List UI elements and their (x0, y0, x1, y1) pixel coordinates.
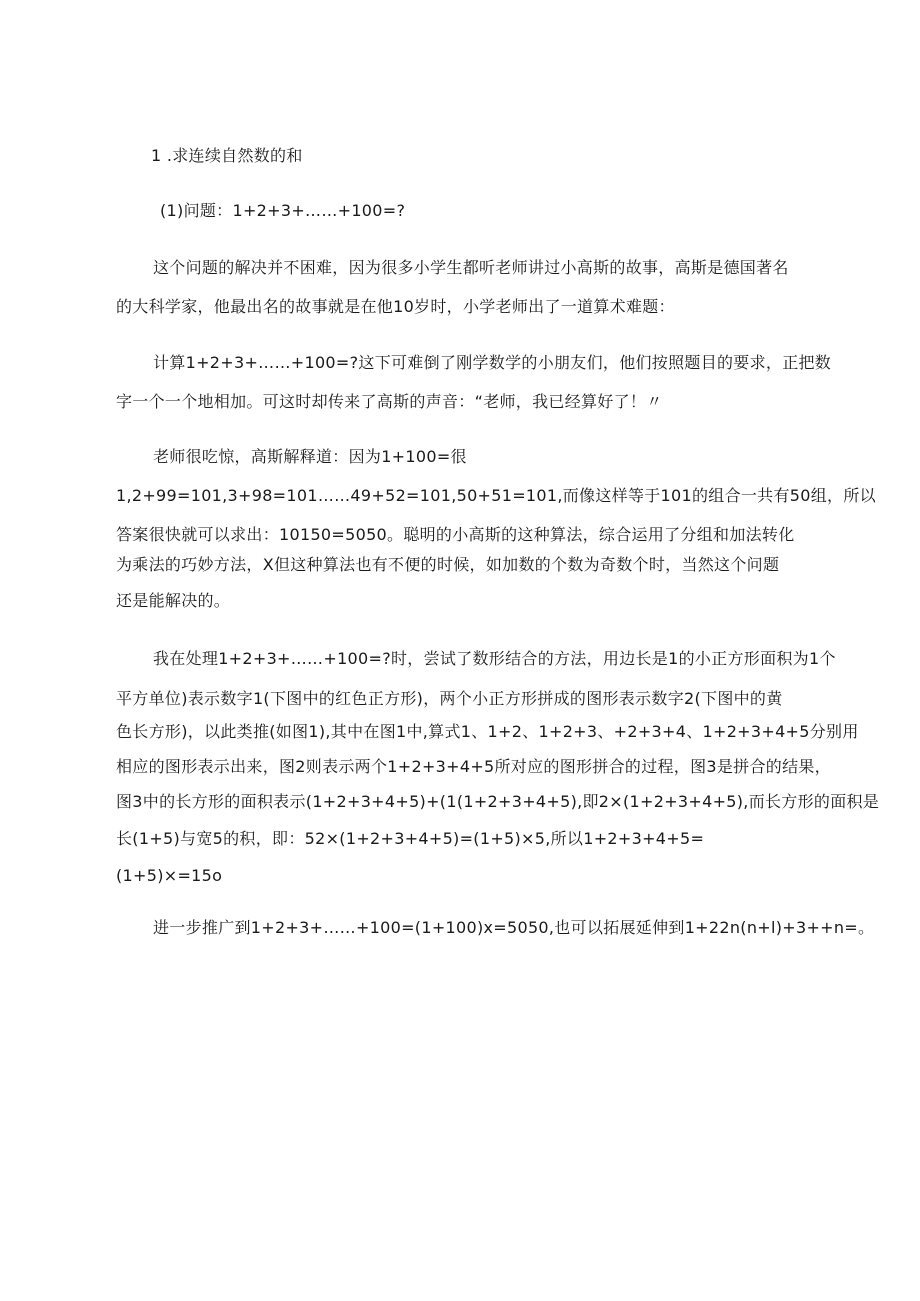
paragraph-line: (1+5)×=15o (116, 866, 223, 885)
paragraph-line: 色长方形)，以此类推(如图1),其中在图1中,算式1、1+2、1+2+3、+2+3+4、1+2+3+4+5分别用 (116, 722, 859, 741)
paragraph-line: 计算1+2+3+……+100=?这下可难倒了刚学数学的小朋友们，他们按照题目的要求，正把数 (153, 353, 832, 372)
paragraph-line: 1,2+99=101,3+98=101……49+52=101,50+51=101,而像这样等于101的组合一共有50组，所以 (116, 486, 876, 505)
question-line: (1)问题：1+2+3+……+100=? (160, 201, 406, 220)
paragraph-line: 我在处理1+2+3+……+100=?时，尝试了数形结合的方法，用边长是1的小正方形面积为1个 (153, 649, 836, 668)
paragraph-line: 字一个一个地相加。可这时却传来了高斯的声音：“老师，我已经算好了！〃 (116, 392, 663, 411)
paragraph-line: 进一步推广到1+2+3+……+100=(1+100)x=5050,也可以拓展延伸到1+22n(n+l)+3++n=。 (153, 918, 875, 937)
paragraph-line: 这个问题的解决并不困难，因为很多小学生都听老师讲过小高斯的故事，高斯是德国著名 (153, 258, 789, 277)
paragraph-line: 为乘法的巧妙方法，X但这种算法也有不便的时候，如加数的个数为奇数个时，当然这个问题 (116, 555, 780, 574)
paragraph-line: 老师很吃惊，高斯解释道：因为1+100=很 (153, 447, 467, 466)
paragraph-line: 的大科学家，他最出名的故事就是在他10岁时，小学老师出了一道算术难题： (116, 297, 675, 316)
paragraph-line: 图3中的长方形的面积表示(1+2+3+4+5)+(1(1+2+3+4+5),即2×(1+2+3+4+5),而长方形的面积是 (116, 792, 880, 811)
paragraph-line: 平方单位)表示数字1(下图中的红色正方形)，两个小正方形拼成的图形表示数字2(下图中的黄 (116, 689, 783, 708)
paragraph-line: 相应的图形表示出来，图2则表示两个1+2+3+4+5所对应的图形拼合的过程，图3是拼合的结果， (116, 757, 831, 776)
paragraph-line: 长(1+5)与宽5的积，即：52×(1+2+3+4+5)=(1+5)×5,所以1+2+3+4+5= (116, 829, 705, 848)
paragraph-line: 还是能解决的。 (116, 591, 231, 610)
paragraph-line: 答案很快就可以求出：10150=5050。聪明的小高斯的这种算法，综合运用了分组和加法转化 (116, 525, 795, 544)
section-heading: 1 .求连续自然数的和 (151, 146, 303, 165)
